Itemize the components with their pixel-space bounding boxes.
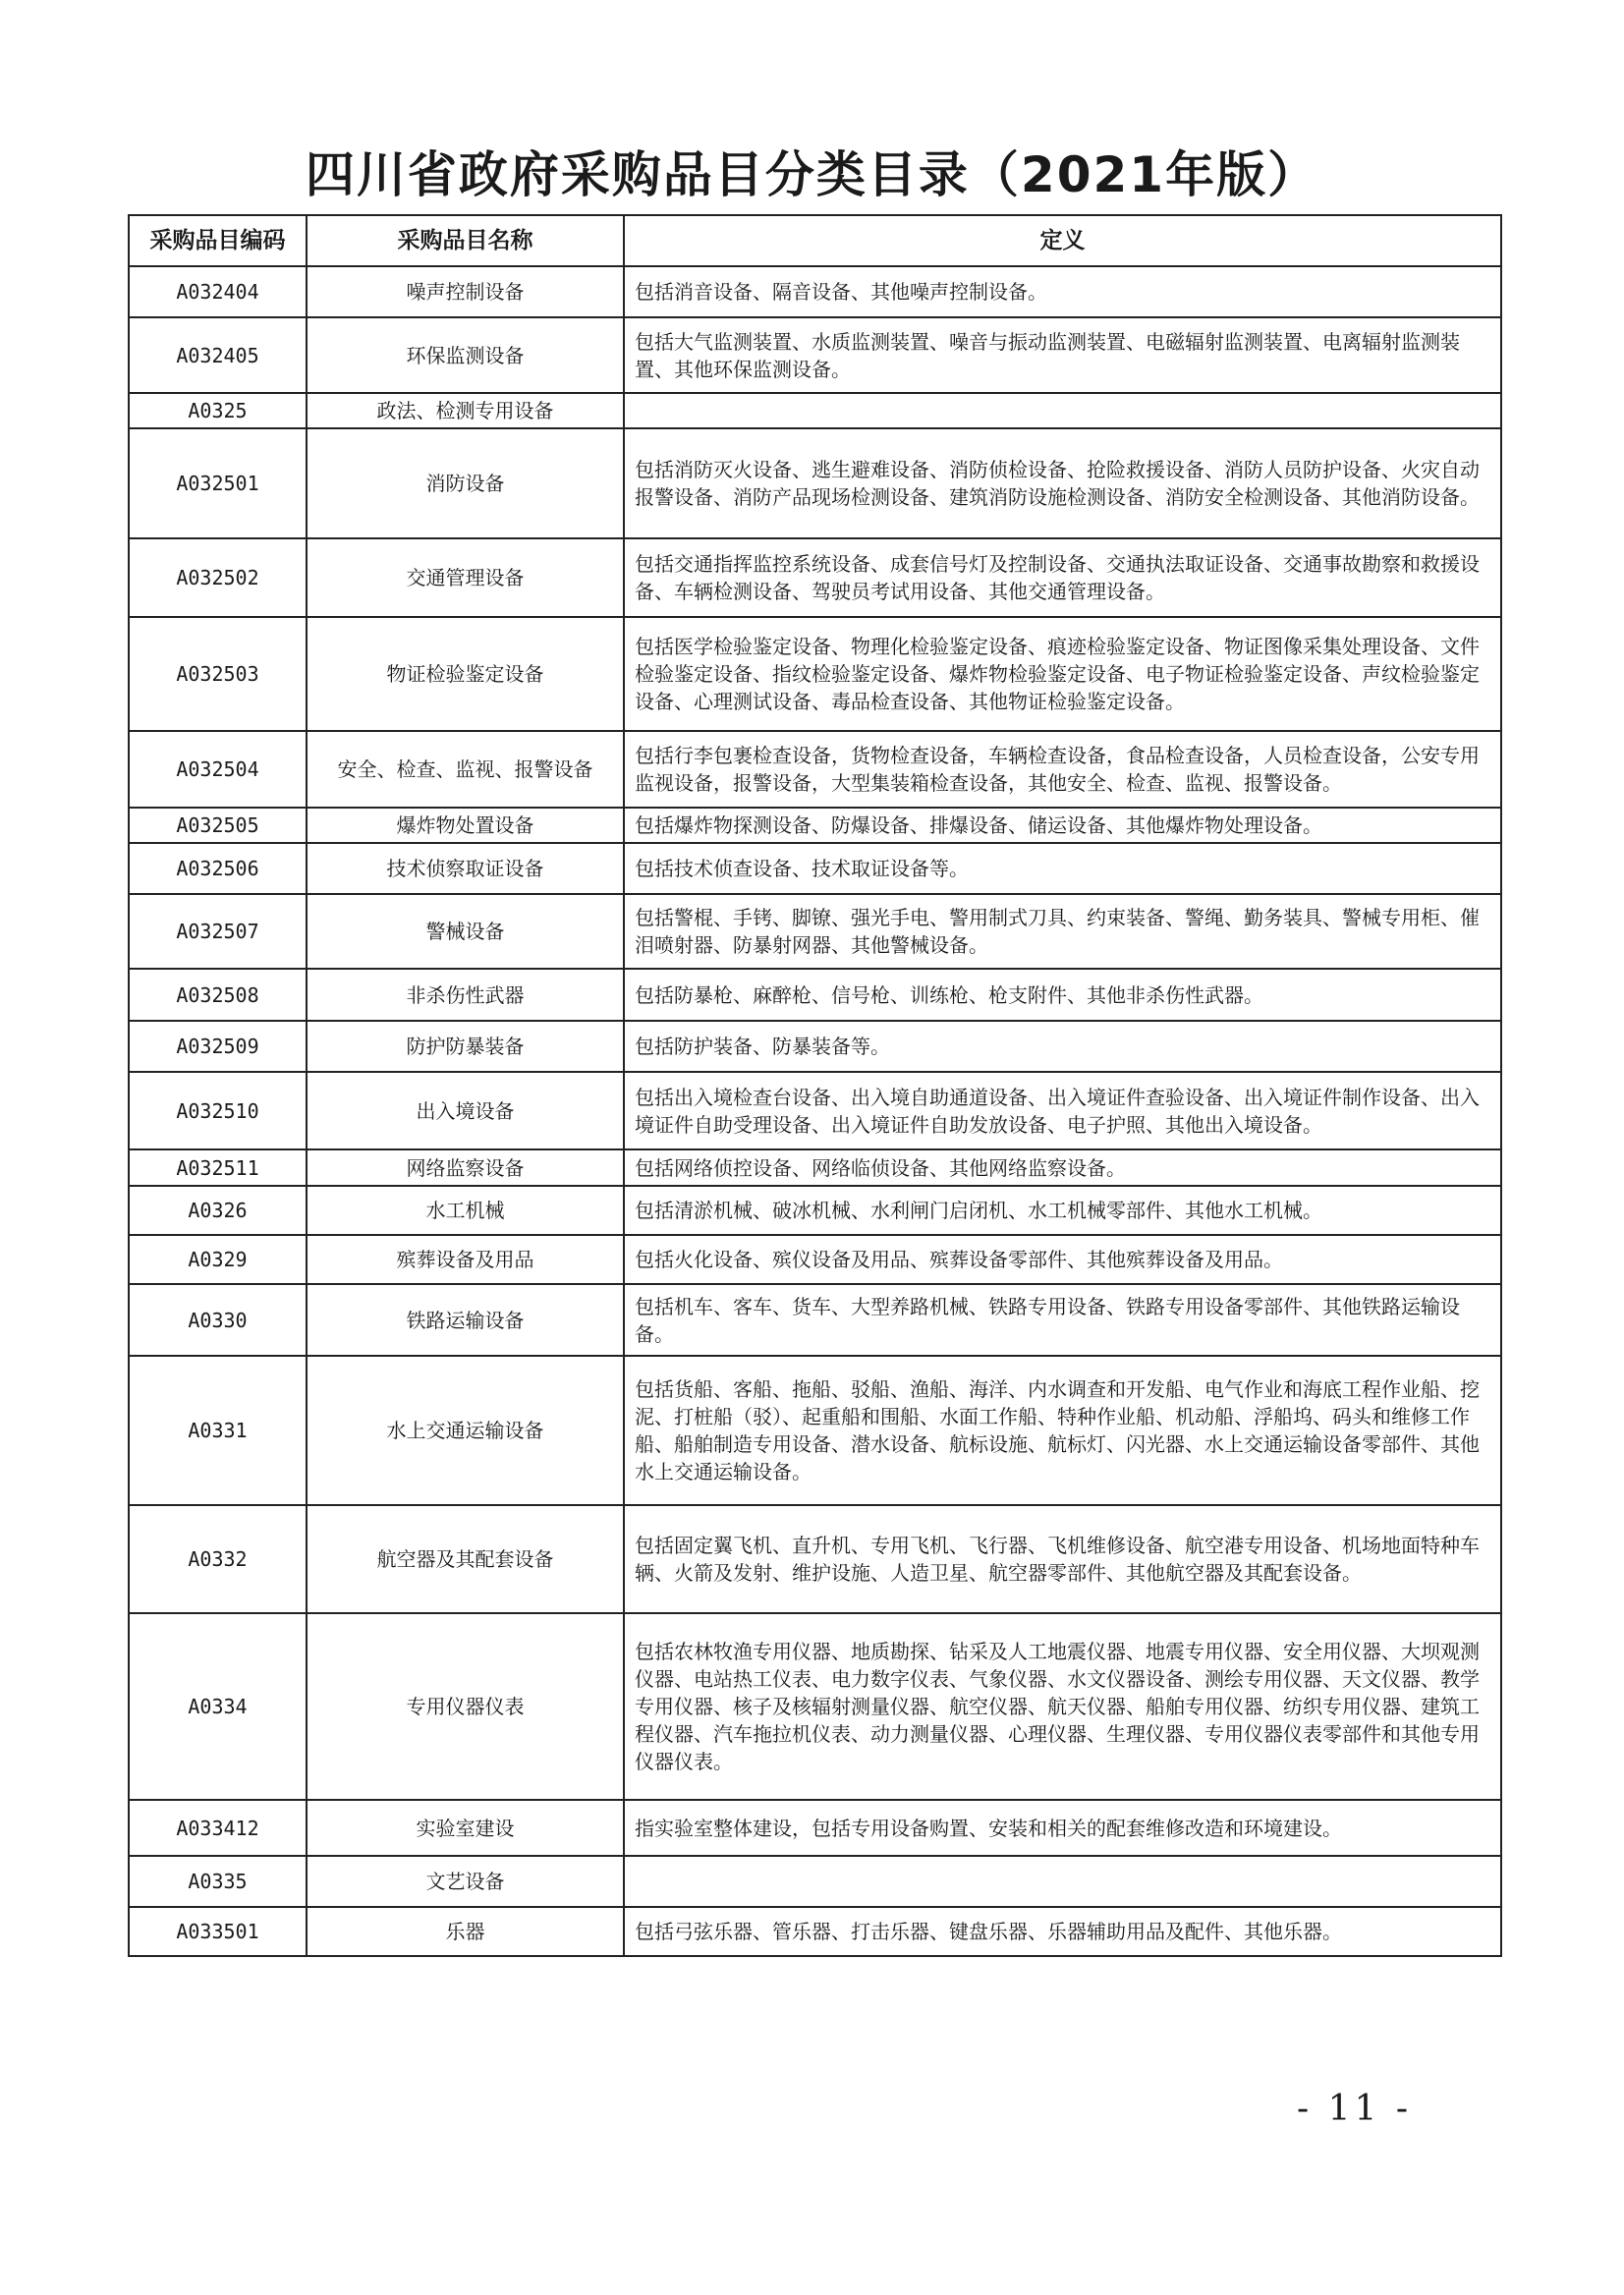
table-row bbox=[129, 1505, 1501, 1613]
table-row bbox=[129, 428, 1501, 538]
table-row bbox=[129, 1021, 1501, 1072]
cell-code: A0332 bbox=[129, 1505, 307, 1613]
cell-code: A032503 bbox=[129, 617, 307, 731]
cell-name: 文艺设备 bbox=[307, 1856, 624, 1907]
cell-name: 警械设备 bbox=[307, 894, 624, 969]
table-row bbox=[129, 1072, 1501, 1149]
table-row bbox=[129, 266, 1501, 317]
cell-code: A032501 bbox=[129, 428, 307, 538]
cell-code: A032510 bbox=[129, 1072, 307, 1149]
cell-code: A032509 bbox=[129, 1021, 307, 1072]
cell-code: A033412 bbox=[129, 1800, 307, 1856]
catalog-body bbox=[129, 266, 1501, 1956]
table-row bbox=[129, 1907, 1501, 1956]
cell-definition: 包括货船、客船、拖船、驳船、渔船、海洋、内水调查和开发船、电气作业和海底工程作业船、挖泥、打桩船（驳）、起重船和围船、水面工作船、特种作业船、机动船、浮船坞、码头和维修工作船、船舶制造专用设备、潜水设备、航标设施、航标灯、闪光器、水上交通运输设备零部件、其他水上交通运输设备。 bbox=[624, 1356, 1501, 1505]
cell-definition bbox=[624, 393, 1501, 428]
cell-name: 专用仪器仪表 bbox=[307, 1613, 624, 1800]
cell-definition: 包括弓弦乐器、管乐器、打击乐器、键盘乐器、乐器辅助用品及配件、其他乐器。 bbox=[624, 1907, 1501, 1956]
cell-code: A0330 bbox=[129, 1284, 307, 1356]
table-row bbox=[129, 617, 1501, 731]
table-row bbox=[129, 1613, 1501, 1800]
cell-definition: 包括技术侦查设备、技术取证设备等。 bbox=[624, 843, 1501, 894]
cell-name: 噪声控制设备 bbox=[307, 266, 624, 317]
cell-definition: 包括医学检验鉴定设备、物理化检验鉴定设备、痕迹检验鉴定设备、物证图像采集处理设备、文件检验鉴定设备、指纹检验鉴定设备、爆炸物检验鉴定设备、电子物证检验鉴定设备、声纹检验鉴定设备、心理测试设备、毒品检查设备、其他物证检验鉴定设备。 bbox=[624, 617, 1501, 731]
cell-definition bbox=[624, 1856, 1501, 1907]
cell-name: 铁路运输设备 bbox=[307, 1284, 624, 1356]
cell-definition: 包括出入境检查台设备、出入境自助通道设备、出入境证件查验设备、出入境证件制作设备、出入境证件自助受理设备、出入境证件自助发放设备、电子护照、其他出入境设备。 bbox=[624, 1072, 1501, 1149]
table-row bbox=[129, 538, 1501, 617]
cell-name: 乐器 bbox=[307, 1907, 624, 1956]
table-row bbox=[129, 317, 1501, 393]
cell-name: 出入境设备 bbox=[307, 1072, 624, 1149]
cell-name: 安全、检查、监视、报警设备 bbox=[307, 731, 624, 808]
table-row bbox=[129, 1856, 1501, 1907]
cell-code: A033501 bbox=[129, 1907, 307, 1956]
cell-code: A0331 bbox=[129, 1356, 307, 1505]
cell-definition: 包括消音设备、隔音设备、其他噪声控制设备。 bbox=[624, 266, 1501, 317]
table-row bbox=[129, 808, 1501, 843]
table-row bbox=[129, 1149, 1501, 1186]
cell-definition: 包括防护装备、防暴装备等。 bbox=[624, 1021, 1501, 1072]
cell-definition: 包括火化设备、殡仪设备及用品、殡葬设备零部件、其他殡葬设备及用品。 bbox=[624, 1235, 1501, 1284]
cell-name: 殡葬设备及用品 bbox=[307, 1235, 624, 1284]
table-row bbox=[129, 731, 1501, 808]
cell-name: 航空器及其配套设备 bbox=[307, 1505, 624, 1613]
header-definition: 定义 bbox=[624, 215, 1501, 266]
cell-definition: 包括警棍、手铐、脚镣、强光手电、警用制式刀具、约束装备、警绳、勤务装具、警械专用柜、催泪喷射器、防暴射网器、其他警械设备。 bbox=[624, 894, 1501, 969]
cell-code: A032505 bbox=[129, 808, 307, 843]
cell-name: 水工机械 bbox=[307, 1186, 624, 1235]
cell-code: A032502 bbox=[129, 538, 307, 617]
cell-name: 物证检验鉴定设备 bbox=[307, 617, 624, 731]
cell-definition: 包括固定翼飞机、直升机、专用飞机、飞行器、飞机维修设备、航空港专用设备、机场地面特种车辆、火箭及发射、维护设施、人造卫星、航空器零部件、其他航空器及其配套设备。 bbox=[624, 1505, 1501, 1613]
header-name: 采购品目名称 bbox=[307, 215, 624, 266]
table-row bbox=[129, 393, 1501, 428]
cell-definition: 包括网络侦控设备、网络临侦设备、其他网络监察设备。 bbox=[624, 1149, 1501, 1186]
table-row bbox=[129, 1800, 1501, 1856]
table-row bbox=[129, 1356, 1501, 1505]
header-row bbox=[129, 215, 1501, 266]
cell-code: A0334 bbox=[129, 1613, 307, 1800]
cell-name: 技术侦察取证设备 bbox=[307, 843, 624, 894]
cell-definition: 包括行李包裹检查设备，货物检查设备，车辆检查设备，食品检查设备，人员检查设备，公安专用监视设备，报警设备，大型集装箱检查设备，其他安全、检查、监视、报警设备。 bbox=[624, 731, 1501, 808]
table-row bbox=[129, 1235, 1501, 1284]
cell-definition: 包括防暴枪、麻醉枪、信号枪、训练枪、枪支附件、其他非杀伤性武器。 bbox=[624, 969, 1501, 1021]
cell-name: 消防设备 bbox=[307, 428, 624, 538]
cell-definition: 包括交通指挥监控系统设备、成套信号灯及控制设备、交通执法取证设备、交通事故勘察和救援设备、车辆检测设备、驾驶员考试用设备、其他交通管理设备。 bbox=[624, 538, 1501, 617]
cell-code: A032508 bbox=[129, 969, 307, 1021]
cell-name: 交通管理设备 bbox=[307, 538, 624, 617]
cell-definition: 包括爆炸物探测设备、防爆设备、排爆设备、储运设备、其他爆炸物处理设备。 bbox=[624, 808, 1501, 843]
cell-code: A0325 bbox=[129, 393, 307, 428]
cell-code: A032405 bbox=[129, 317, 307, 393]
cell-name: 环保监测设备 bbox=[307, 317, 624, 393]
cell-name: 实验室建设 bbox=[307, 1800, 624, 1856]
cell-code: A032511 bbox=[129, 1149, 307, 1186]
cell-code: A0329 bbox=[129, 1235, 307, 1284]
table-row bbox=[129, 843, 1501, 894]
page-title: 四川省政府采购品目分类目录（2021年版） bbox=[305, 146, 1319, 203]
cell-code: A032507 bbox=[129, 894, 307, 969]
cell-name: 防护防暴装备 bbox=[307, 1021, 624, 1072]
cell-definition: 包括农林牧渔专用仪器、地质勘探、钻采及人工地震仪器、地震专用仪器、安全用仪器、大坝观测仪器、电站热工仪表、电力数字仪表、气象仪器、水文仪器设备、测绘专用仪器、天文仪器、教学专用仪器、核子及核辐射测量仪器、航空仪器、航天仪器、船舶专用仪器、纺织专用仪器、建筑工程仪器、汽车拖拉机仪表、动力测量仪器、心理仪器、生理仪器、专用仪器仪表零部件和其他专用仪器仪表。 bbox=[624, 1613, 1501, 1800]
page-number: - 11 - bbox=[1297, 2089, 1413, 2129]
cell-name: 网络监察设备 bbox=[307, 1149, 624, 1186]
cell-definition: 指实验室整体建设，包括专用设备购置、安装和相关的配套维修改造和环境建设。 bbox=[624, 1800, 1501, 1856]
cell-name: 爆炸物处置设备 bbox=[307, 808, 624, 843]
cell-definition: 包括机车、客车、货车、大型养路机械、铁路专用设备、铁路专用设备零部件、其他铁路运输设备。 bbox=[624, 1284, 1501, 1356]
cell-code: A032506 bbox=[129, 843, 307, 894]
table-row bbox=[129, 894, 1501, 969]
cell-code: A032404 bbox=[129, 266, 307, 317]
cell-name: 水上交通运输设备 bbox=[307, 1356, 624, 1505]
cell-code: A0335 bbox=[129, 1856, 307, 1907]
cell-definition: 包括清淤机械、破冰机械、水利闸门启闭机、水工机械零部件、其他水工机械。 bbox=[624, 1186, 1501, 1235]
cell-name: 政法、检测专用设备 bbox=[307, 393, 624, 428]
cell-definition: 包括消防灭火设备、逃生避难设备、消防侦检设备、抢险救援设备、消防人员防护设备、火灾自动报警设备、消防产品现场检测设备、建筑消防设施检测设备、消防安全检测设备、其他消防设备。 bbox=[624, 428, 1501, 538]
catalog-table bbox=[128, 214, 1502, 1957]
cell-name: 非杀伤性武器 bbox=[307, 969, 624, 1021]
header-code: 采购品目编码 bbox=[129, 215, 307, 266]
table-row bbox=[129, 1186, 1501, 1235]
table-row bbox=[129, 969, 1501, 1021]
cell-definition: 包括大气监测装置、水质监测装置、噪音与振动监测装置、电磁辐射监测装置、电离辐射监测装置、其他环保监测设备。 bbox=[624, 317, 1501, 393]
cell-code: A0326 bbox=[129, 1186, 307, 1235]
cell-code: A032504 bbox=[129, 731, 307, 808]
table-row bbox=[129, 1284, 1501, 1356]
